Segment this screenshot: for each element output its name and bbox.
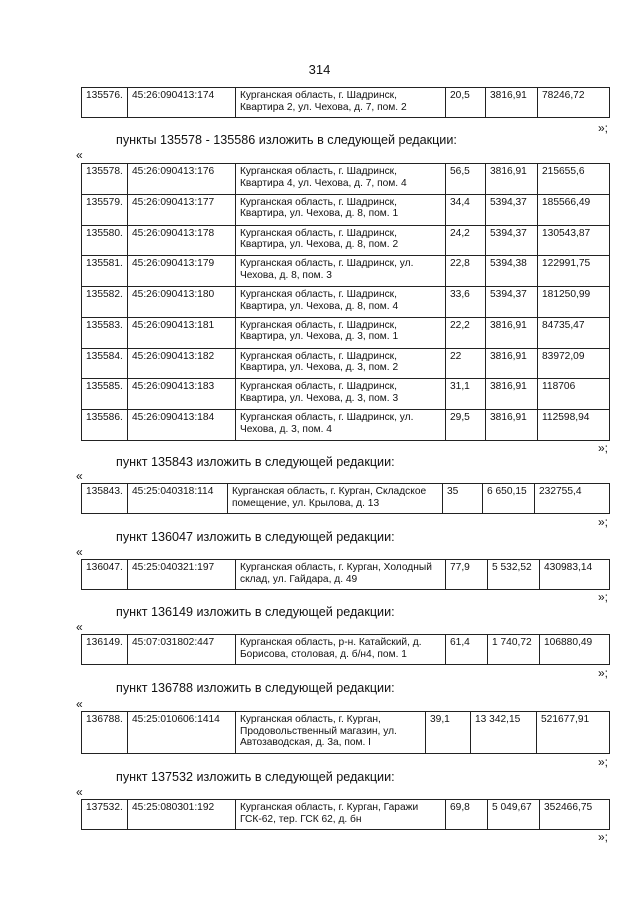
cell-cadastral-number: 45:25:080301:192 (128, 800, 236, 830)
cell-cadastral-number: 45:26:090413:184 (128, 410, 236, 441)
amendment-intro: пункт 136047 изложить в следующей редакции: (116, 530, 395, 544)
cell-address: Курганская область, г. Шадринск, ул. Чехова, д. 8, пом. 3 (236, 256, 446, 287)
cell-cadastral-value: 122991,75 (538, 256, 610, 287)
cell-cadastral-value: 84735,47 (538, 317, 610, 348)
amendment-intro: пункт 135843 изложить в следующей редакции: (116, 455, 395, 469)
closing-quote: »; (598, 590, 609, 604)
cell-area: 31,1 (446, 379, 486, 410)
table-row (82, 800, 610, 830)
cell-cadastral-number: 45:26:090413:176 (128, 164, 236, 195)
cell-rate: 5394,37 (486, 194, 538, 225)
cell-address: Курганская область, г. Шадринск, Квартира, ул. Чехова, д. 3, пом. 3 (236, 379, 446, 410)
amendment-intro: пункты 135578 - 135586 изложить в следующей редакции: (116, 133, 457, 147)
cell-item-number: 135585. (82, 379, 128, 410)
table-row (82, 410, 610, 441)
cell-address: Курганская область, р-н. Катайский, д. Борисова, столовая, д. б/н4, пом. 1 (236, 635, 446, 665)
registry-table (81, 559, 610, 590)
cell-rate: 3816,91 (486, 164, 538, 195)
amendment-intro: пункт 137532 изложить в следующей редакции: (116, 770, 395, 784)
cell-cadastral-value: 118706 (538, 379, 610, 410)
cell-item-number: 135843. (82, 484, 128, 514)
registry-table (81, 711, 610, 754)
cell-cadastral-value: 521677,91 (537, 712, 610, 754)
cell-item-number: 135581. (82, 256, 128, 287)
closing-quote: »; (598, 755, 609, 769)
closing-quote: »; (598, 121, 609, 135)
closing-quote: »; (598, 666, 609, 680)
cell-item-number: 135579. (82, 194, 128, 225)
cell-cadastral-value: 130543,87 (538, 225, 610, 256)
cell-rate: 3816,91 (486, 348, 538, 379)
cell-rate: 5 049,67 (488, 800, 540, 830)
cell-cadastral-number: 45:25:040318:114 (128, 484, 228, 514)
registry-table (81, 87, 610, 118)
cell-rate: 13 342,15 (471, 712, 537, 754)
opening-quote: « (76, 697, 83, 711)
cell-item-number: 135576. (82, 88, 128, 118)
cell-address: Курганская область, г. Шадринск, Квартира, ул. Чехова, д. 3, пом. 1 (236, 317, 446, 348)
cell-area: 24,2 (446, 225, 486, 256)
cell-area: 22,8 (446, 256, 486, 287)
cell-item-number: 135580. (82, 225, 128, 256)
cell-rate: 5394,37 (486, 225, 538, 256)
amendment-intro: пункт 136788 изложить в следующей редакции: (116, 681, 395, 695)
cell-address: Курганская область, г. Шадринск, Квартира 4, ул. Чехова, д. 7, пом. 4 (236, 164, 446, 195)
cell-item-number: 135583. (82, 317, 128, 348)
table-row (82, 317, 610, 348)
cell-address: Курганская область, г. Шадринск, ул. Чехова, д. 3, пом. 4 (236, 410, 446, 441)
closing-quote: »; (598, 830, 609, 844)
cell-address: Курганская область, г. Шадринск, Квартира, ул. Чехова, д. 8, пом. 1 (236, 194, 446, 225)
cell-item-number: 136149. (82, 635, 128, 665)
registry-table (81, 483, 610, 514)
cell-rate: 3816,91 (486, 379, 538, 410)
table-row (82, 560, 610, 590)
table-row (82, 194, 610, 225)
cell-cadastral-value: 215655,6 (538, 164, 610, 195)
cell-cadastral-value: 181250,99 (538, 287, 610, 318)
cell-rate: 1 740,72 (488, 635, 540, 665)
closing-quote: »; (598, 515, 609, 529)
cell-cadastral-number: 45:26:090413:181 (128, 317, 236, 348)
cell-rate: 3816,91 (486, 88, 538, 118)
cell-area: 61,4 (446, 635, 488, 665)
cell-cadastral-value: 185566,49 (538, 194, 610, 225)
cell-cadastral-number: 45:26:090413:177 (128, 194, 236, 225)
cell-cadastral-number: 45:26:090413:180 (128, 287, 236, 318)
cell-address: Курганская область, г. Шадринск, Квартира, ул. Чехова, д. 3, пом. 2 (236, 348, 446, 379)
cell-area: 22 (446, 348, 486, 379)
cell-cadastral-number: 45:25:040321:197 (128, 560, 236, 590)
cell-rate: 5394,37 (486, 287, 538, 318)
registry-table (81, 163, 610, 441)
table-row (82, 379, 610, 410)
cell-cadastral-number: 45:26:090413:179 (128, 256, 236, 287)
cell-area: 29,5 (446, 410, 486, 441)
cell-cadastral-number: 45:26:090413:183 (128, 379, 236, 410)
cell-cadastral-value: 78246,72 (538, 88, 610, 118)
cell-area: 39,1 (426, 712, 471, 754)
cell-cadastral-number: 45:26:090413:174 (128, 88, 236, 118)
cell-area: 34,4 (446, 194, 486, 225)
cell-cadastral-number: 45:07:031802:447 (128, 635, 236, 665)
cell-item-number: 136788. (82, 712, 128, 754)
cell-area: 69,8 (446, 800, 488, 830)
table-row (82, 484, 610, 514)
closing-quote: »; (598, 441, 609, 455)
cell-address: Курганская область, г. Курган, Гаражи ГСК-62, тер. ГСК 62, д. бн (236, 800, 446, 830)
cell-item-number: 135582. (82, 287, 128, 318)
opening-quote: « (76, 785, 83, 799)
cell-address: Курганская область, г. Курган, Складское помещение, ул. Крылова, д. 13 (228, 484, 443, 514)
cell-item-number: 135586. (82, 410, 128, 441)
table-row (82, 256, 610, 287)
cell-address: Курганская область, г. Шадринск, Квартира, ул. Чехова, д. 8, пом. 4 (236, 287, 446, 318)
cell-rate: 5 532,52 (488, 560, 540, 590)
cell-cadastral-value: 430983,14 (540, 560, 610, 590)
cell-address: Курганская область, г. Шадринск, Квартира, ул. Чехова, д. 8, пом. 2 (236, 225, 446, 256)
cell-item-number: 136047. (82, 560, 128, 590)
cell-cadastral-value: 83972,09 (538, 348, 610, 379)
cell-area: 20,5 (446, 88, 486, 118)
cell-cadastral-value: 106880,49 (540, 635, 610, 665)
opening-quote: « (76, 545, 83, 559)
page-number: 314 (308, 62, 331, 77)
cell-area: 77,9 (446, 560, 488, 590)
cell-rate: 6 650,15 (483, 484, 535, 514)
table-row (82, 635, 610, 665)
cell-cadastral-number: 45:26:090413:178 (128, 225, 236, 256)
cell-area: 33,6 (446, 287, 486, 318)
cell-area: 22,2 (446, 317, 486, 348)
opening-quote: « (76, 620, 83, 634)
cell-rate: 3816,91 (486, 317, 538, 348)
amendment-intro: пункт 136149 изложить в следующей редакции: (116, 605, 395, 619)
cell-area: 35 (443, 484, 483, 514)
cell-cadastral-value: 352466,75 (540, 800, 610, 830)
cell-cadastral-number: 45:25:010606:1414 (128, 712, 236, 754)
cell-address: Курганская область, г. Шадринск, Квартира 2, ул. Чехова, д. 7, пом. 2 (236, 88, 446, 118)
table-row (82, 88, 610, 118)
cell-area: 56,5 (446, 164, 486, 195)
table-row (82, 287, 610, 318)
cell-address: Курганская область, г. Курган, Холодный склад, ул. Гайдара, д. 49 (236, 560, 446, 590)
cell-address: Курганская область, г. Курган, Продовольственный магазин, ул. Автозаводская, д. 3а, пом. I (236, 712, 426, 754)
cell-cadastral-number: 45:26:090413:182 (128, 348, 236, 379)
cell-item-number: 135578. (82, 164, 128, 195)
cell-rate: 3816,91 (486, 410, 538, 441)
opening-quote: « (76, 148, 83, 162)
registry-table (81, 634, 610, 665)
registry-table (81, 799, 610, 830)
cell-item-number: 135584. (82, 348, 128, 379)
table-row (82, 164, 610, 195)
table-row (82, 225, 610, 256)
cell-cadastral-value: 232755,4 (535, 484, 610, 514)
cell-item-number: 137532. (82, 800, 128, 830)
cell-rate: 5394,38 (486, 256, 538, 287)
table-row (82, 712, 610, 754)
cell-cadastral-value: 112598,94 (538, 410, 610, 441)
opening-quote: « (76, 469, 83, 483)
table-row (82, 348, 610, 379)
